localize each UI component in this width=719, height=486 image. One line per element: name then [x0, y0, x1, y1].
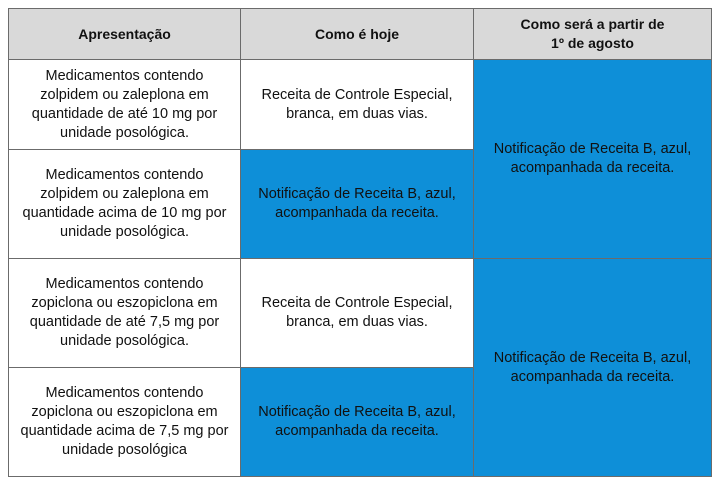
table-row	[9, 259, 712, 368]
prescription-rules-table	[8, 8, 712, 477]
presentation-cell: Medicamentos contendo zopiclona ou eszopiclona em quantidade acima de 7,5 mg por unidade posológica	[9, 368, 241, 477]
current-rule-cell: Receita de Controle Especial, branca, em duas vias.	[241, 259, 474, 368]
presentation-cell: Medicamentos contendo zolpidem ou zaleplona em quantidade acima de 10 mg por unidade posológica.	[9, 150, 241, 259]
table-header-row	[9, 9, 712, 60]
current-rule-cell: Notificação de Receita B, azul, acompanhada da receita.	[241, 150, 474, 259]
current-rule-cell: Notificação de Receita B, azul, acompanhada da receita.	[241, 368, 474, 477]
future-rule-cell: Notificação de Receita B, azul, acompanhada da receita.	[474, 259, 712, 477]
presentation-cell: Medicamentos contendo zolpidem ou zaleplona em quantidade de até 10 mg por unidade posológica.	[9, 60, 241, 150]
future-rule-cell: Notificação de Receita B, azul, acompanhada da receita.	[474, 60, 712, 259]
current-rule-cell: Receita de Controle Especial, branca, em duas vias.	[241, 60, 474, 150]
header-como-sera: Como será a partir de 1º de agosto	[474, 9, 712, 60]
header-apresentacao: Apresentação	[9, 9, 241, 60]
presentation-cell: Medicamentos contendo zopiclona ou eszopiclona em quantidade de até 7,5 mg por unidade posológica.	[9, 259, 241, 368]
header-como-e-hoje: Como é hoje	[241, 9, 474, 60]
table-row	[9, 60, 712, 150]
